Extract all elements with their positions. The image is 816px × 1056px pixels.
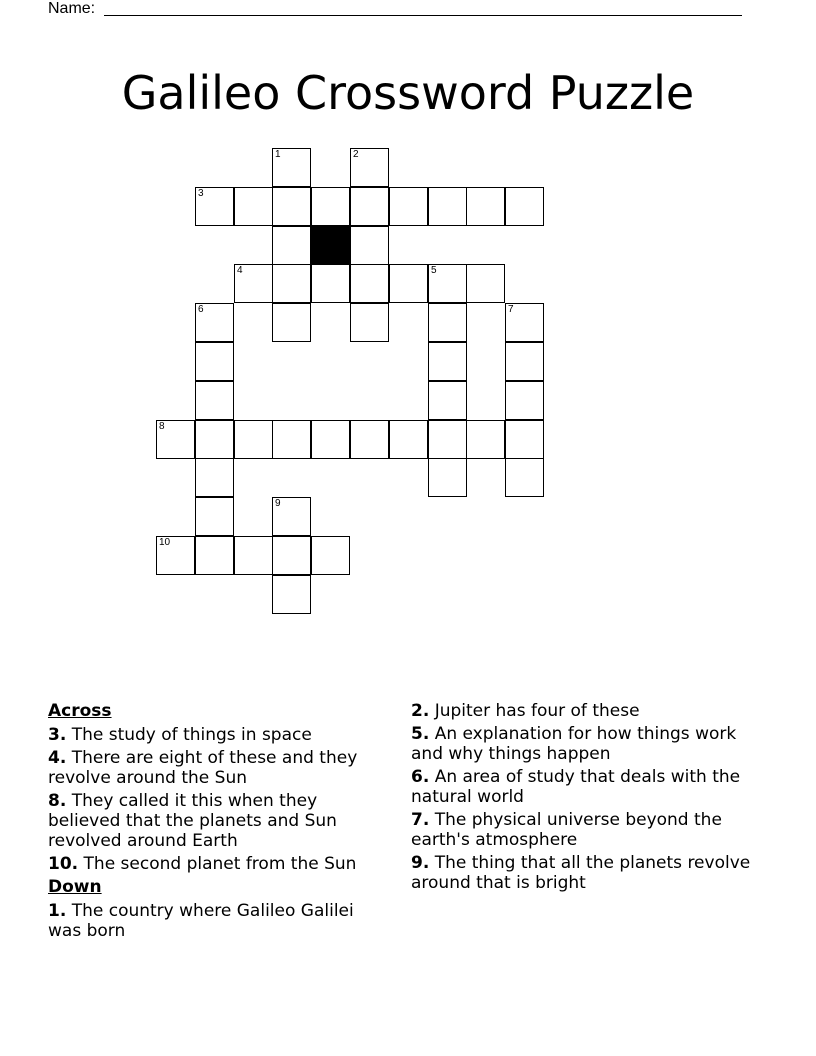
grid-cell[interactable] [466, 420, 505, 459]
grid-cell[interactable] [350, 148, 389, 187]
across-clue [48, 791, 388, 851]
grid-cell[interactable] [428, 187, 467, 226]
grid-cell[interactable] [505, 187, 544, 226]
grid-cell[interactable] [389, 420, 428, 459]
clue-text: The country where Galileo Galilei was born [48, 901, 354, 941]
clue-number: 5 [431, 265, 437, 276]
grid-cell[interactable] [428, 420, 467, 459]
clue-number-label: 6. [411, 767, 430, 787]
down-heading: Down [48, 877, 102, 897]
down-clue [411, 767, 756, 807]
clue-text: An explanation for how things work and why things happen [411, 724, 737, 764]
across-heading: Across [48, 701, 112, 721]
grid-cell[interactable] [156, 536, 195, 575]
grid-cell[interactable] [350, 264, 389, 303]
clue-number-label: 7. [411, 810, 430, 830]
clue-text: They called it this when they believed that the planets and Sun revolved around Earth [48, 791, 337, 851]
grid-cell[interactable] [505, 342, 544, 381]
clue-number: 6 [198, 304, 204, 315]
across-clue [48, 748, 388, 788]
clue-number-label: 3. [48, 725, 67, 745]
clue-text: The second planet from the Sun [78, 854, 357, 874]
down-clue [411, 724, 756, 764]
down-clue-list-continued [411, 701, 756, 893]
name-label: Name: [48, 0, 96, 17]
grid-cell[interactable] [428, 303, 467, 342]
grid-cell[interactable] [311, 420, 350, 459]
grid-cell[interactable] [350, 226, 389, 265]
clue-text: Jupiter has four of these [429, 701, 640, 721]
grid-cell[interactable] [234, 420, 273, 459]
grid-cell[interactable] [195, 536, 234, 575]
grid-cell[interactable] [234, 536, 273, 575]
grid-cell[interactable] [195, 420, 234, 459]
clues-left-column [48, 701, 388, 944]
grid-cell[interactable] [350, 303, 389, 342]
clue-number-label: 5. [411, 724, 430, 744]
clue-number-label: 8. [48, 791, 67, 811]
black-cell [311, 226, 350, 265]
grid-cell[interactable] [195, 187, 234, 226]
clue-number-label: 4. [48, 748, 67, 768]
grid-cell[interactable] [428, 342, 467, 381]
across-clue-list [48, 725, 388, 874]
grid-cell[interactable] [272, 148, 311, 187]
clue-number: 9 [275, 498, 281, 509]
grid-cell[interactable] [389, 187, 428, 226]
clue-number: 4 [237, 265, 243, 276]
down-clue [411, 810, 756, 850]
page-title: Galileo Crossword Puzzle [121, 65, 695, 120]
grid-cell[interactable] [234, 264, 273, 303]
across-clue [48, 854, 388, 874]
down-clue [411, 853, 756, 893]
clue-number-label: 2. [411, 701, 430, 721]
grid-cell[interactable] [272, 497, 311, 536]
grid-cell[interactable] [428, 264, 467, 303]
grid-cell[interactable] [350, 420, 389, 459]
clue-number-label: 10. [48, 854, 79, 874]
clue-number: 8 [159, 421, 165, 432]
grid-cell[interactable] [428, 458, 467, 497]
grid-cell[interactable] [195, 497, 234, 536]
grid-cell[interactable] [311, 536, 350, 575]
grid-cell[interactable] [311, 264, 350, 303]
clues-right-column [411, 701, 756, 896]
grid-cell[interactable] [350, 187, 389, 226]
grid-cell[interactable] [389, 264, 428, 303]
grid-cell[interactable] [195, 342, 234, 381]
clue-number-label: 9. [411, 853, 430, 873]
grid-cell[interactable] [466, 187, 505, 226]
grid-cell[interactable] [272, 420, 311, 459]
grid-cell[interactable] [311, 187, 350, 226]
grid-cell[interactable] [505, 381, 544, 420]
down-clue [411, 701, 756, 721]
grid-cell[interactable] [466, 264, 505, 303]
clue-number: 2 [353, 149, 359, 160]
clue-text: The study of things in space [66, 725, 312, 745]
clue-text: There are eight of these and they revolve around the Sun [48, 748, 358, 788]
grid-cell[interactable] [195, 458, 234, 497]
clue-text: An area of study that deals with the natural world [411, 767, 741, 807]
clue-text: The thing that all the planets revolve around that is bright [411, 853, 751, 893]
grid-cell[interactable] [505, 420, 544, 459]
across-clue [48, 725, 388, 745]
clue-number: 7 [508, 304, 514, 315]
grid-cell[interactable] [272, 575, 311, 614]
clue-text: The physical universe beyond the earth's atmosphere [411, 810, 722, 850]
clue-number: 10 [159, 537, 171, 548]
down-clue-list [48, 901, 388, 941]
down-clue [48, 901, 388, 941]
clue-number-label: 1. [48, 901, 67, 921]
grid-cell[interactable] [505, 303, 544, 342]
grid-cell[interactable] [195, 303, 234, 342]
grid-cell[interactable] [272, 303, 311, 342]
grid-cell[interactable] [428, 381, 467, 420]
grid-cell[interactable] [505, 458, 544, 497]
name-field[interactable] [48, 0, 742, 18]
grid-cell[interactable] [272, 187, 311, 226]
grid-cell[interactable] [272, 536, 311, 575]
grid-cell[interactable] [234, 187, 273, 226]
grid-cell[interactable] [272, 226, 311, 265]
name-underline[interactable] [104, 15, 742, 16]
grid-cell[interactable] [156, 420, 195, 459]
clue-number: 1 [275, 149, 281, 160]
grid-cell[interactable] [195, 381, 234, 420]
clue-number: 3 [198, 188, 204, 199]
grid-cell[interactable] [272, 264, 311, 303]
